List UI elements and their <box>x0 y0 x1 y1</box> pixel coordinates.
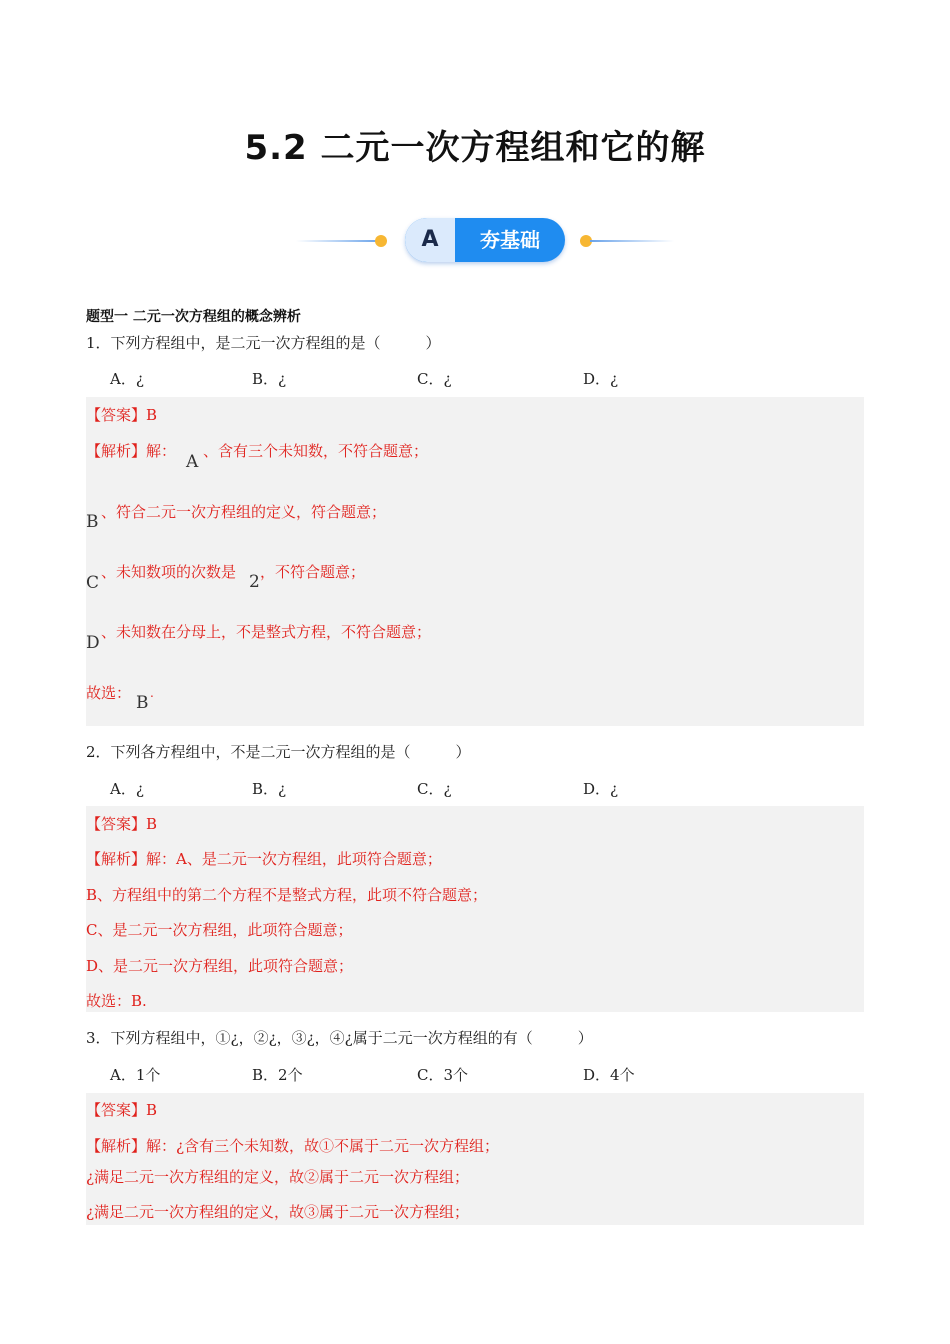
banner-pill <box>405 218 565 262</box>
q1-answer: 【答案】B <box>86 406 158 424</box>
q1-line-c-prefix: C <box>86 573 100 593</box>
q1-line-b-prefix: B <box>86 512 99 532</box>
q3-answer: 【答案】B <box>86 1101 158 1119</box>
q3-option-c: C．3个 <box>417 1066 469 1084</box>
q1-option-d: D．¿ <box>583 370 619 388</box>
q3-option-b: B．2个 <box>252 1066 303 1084</box>
q2-answer: 【答案】B <box>86 815 158 833</box>
banner-dot-left <box>375 235 387 247</box>
q2-answer-box <box>86 806 864 1012</box>
q1-line-c-text2: ，不符合题意； <box>260 563 366 581</box>
q3-option-a: A．1个 <box>110 1066 161 1084</box>
section-banner <box>0 218 950 264</box>
banner-label: 夯基础 <box>480 228 540 252</box>
q1-line-c-exponent: 2 <box>249 572 260 592</box>
q1-conclusion-dot: . <box>150 686 154 700</box>
q1-line-d-text: 、未知数在分母上，不是整式方程，不符合题意； <box>101 623 432 641</box>
q2-analysis-line-2: B、方程组中的第二个方程不是整式方程，此项不符合题意； <box>86 886 488 904</box>
q1-conclusion: 故选： <box>86 684 132 702</box>
question-1-stem: 1．下列方程组中，是二元一次方程组的是（ ） <box>86 334 441 352</box>
q2-analysis-line-1: 【解析】解：A、是二元一次方程组，此项符合题意； <box>86 850 442 868</box>
question-2-stem: 2．下列各方程组中，不是二元一次方程组的是（ ） <box>86 743 471 761</box>
banner-letter: A <box>405 218 455 262</box>
banner-line-right <box>590 240 674 242</box>
question-3-stem: 3．下列方程组中，①¿，②¿，③¿，④¿属于二元一次方程组的有（ ） <box>86 1029 593 1047</box>
q2-option-b: B．¿ <box>252 780 287 798</box>
q1-line-c-text: 、未知数项的次数是 <box>101 563 237 581</box>
q1-line-a-prefix: A <box>186 452 199 472</box>
q1-line-d-prefix: D <box>86 633 100 653</box>
q1-analysis-label: 【解析】解： <box>86 442 177 460</box>
q2-option-d: D．¿ <box>583 780 619 798</box>
section-heading: 题型一 二元一次方程组的概念辨析 <box>86 309 301 325</box>
q3-option-d: D．4个 <box>583 1066 635 1084</box>
q2-analysis-line-3: C、是二元一次方程组，此项符合题意； <box>86 921 353 939</box>
q2-option-c: C．¿ <box>417 780 452 798</box>
q3-analysis-line-3: ¿满足二元一次方程组的定义，故③属于二元一次方程组； <box>86 1203 470 1221</box>
q1-conclusion-value: B <box>136 693 149 713</box>
q2-option-a: A．¿ <box>110 780 144 798</box>
q1-line-b-text: 、符合二元一次方程组的定义，符合题意； <box>101 503 387 521</box>
q1-option-b: B．¿ <box>252 370 287 388</box>
q3-analysis-line-2: ¿满足二元一次方程组的定义，故②属于二元一次方程组； <box>86 1168 470 1186</box>
q1-option-c: C．¿ <box>417 370 452 388</box>
page-title: 5.2 二元一次方程组和它的解 <box>244 128 706 168</box>
banner-line-left <box>296 240 380 242</box>
q2-analysis-line-4: D、是二元一次方程组，此项符合题意； <box>86 957 354 975</box>
q1-option-a: A．¿ <box>110 370 144 388</box>
q1-line-a-text: 、含有三个未知数，不符合题意； <box>203 442 429 460</box>
q2-conclusion: 故选：B. <box>86 992 147 1010</box>
q3-analysis-line-1: 【解析】解：¿含有三个未知数，故①不属于二元一次方程组； <box>86 1137 500 1155</box>
